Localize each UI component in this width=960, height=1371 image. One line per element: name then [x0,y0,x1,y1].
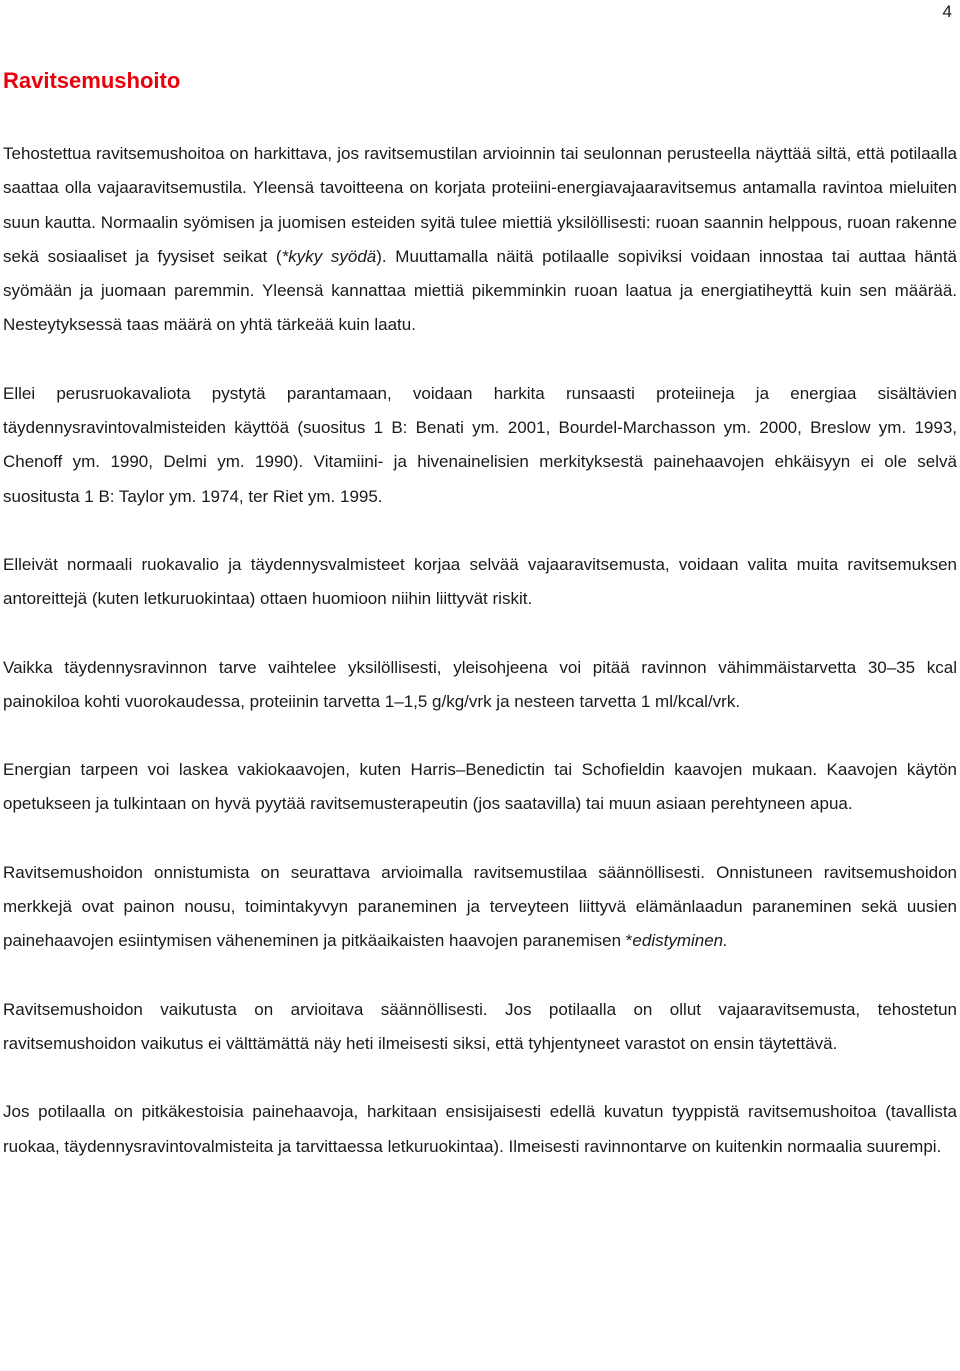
text-run-italic: edistyminen. [632,931,728,951]
paragraph-4 [3,651,957,720]
paragraph-6 [3,856,957,959]
text-run: Vaikka täydennysravinnon tarve vaihtelee yksilöllisesti, yleisohjeena voi pitää ravinnon vähimmäistarvetta 30–35 kcal painokiloa kohti vuorokaudessa, proteiinin tarvetta 1–1,5 g/kg/vrk ja nesteen tarvetta 1 ml/kcal/vrk. [3,657,957,711]
section-title: Ravitsemushoito [3,68,181,93]
paragraph-5 [3,753,957,822]
text-run: Elleivät normaali ruokavalio ja täydennysvalmisteet korjaa selvää vajaaravitsemusta, voidaan valita muita ravitsemuksen antoreittejä (kuten letkuruokintaa) ottaen huomioon niihin liittyvät riskit. [3,554,957,609]
text-run: Tehostettua ravitsemushoitoa on harkittava, jos ravitsemustilan arvioinnin tai seulonnan perusteella näyttää siltä, että potilaalla saattaa olla vajaaravitsemustila. Yleensä tavoitteena on korjata proteiini-energiavajaaravitsemus antamalla ravintoa mieluiten suun kautta. Normaalin syömisen ja juomisen esteiden syitä tulee miettiä yksilöllisesti: ruoan saannin helppous, ruoan rakenne sekä sosiaaliset ja fyysiset seikat ( [3,144,957,266]
paragraph-3 [3,548,957,617]
text-run: Ravitsemushoidon vaikutusta on arvioitava säännöllisesti. Jos potilaalla on ollut vajaaravitsemusta, tehostetun ravitsemushoidon vaikutus ei välttämättä näy heti ilmeisesti siksi, että tyhjentyneet varastot on ensin täytettävä. [3,999,957,1053]
text-run: Ravitsemushoidon onnistumista on seurattava arvioimalla ravitsemustilaa säännöllisesti. Onnistuneen ravitsemushoidon merkkejä ovat painon nousu, toimintakyvyn paraneminen ja terveyteen liittyvä elämänlaadun paraneminen sekä uusien painehaavojen esiintymisen väheneminen ja pitkäaikaisten haavojen paranemisen * [3,862,957,951]
page-number: 4 [942,2,952,21]
text-run: Jos potilaalla on pitkäkestoisia painehaavoja, harkitaan ensisijaisesti edellä kuvatun tyyppistä ravitsemushoitoa (tavallista ruokaa, täydennysravintovalmisteita ja tarvittaessa letkuruokintaa). Ilmeisesti ravinnontarve on kuitenkin normaalia suurempi. [3,1102,957,1156]
text-run: ). Muuttamalla näitä potilaalle sopiviksi voidaan innostaa tai auttaa häntä syömään ja juomaan paremmin. Yleensä kannattaa miettiä pikemminkin ruoan laatua ja energiatiheyttä kuin sen määrää. Nesteytyksessä taas määrä on yhtä tärkeää kuin laatu. [3,246,958,335]
paragraph-8 [3,1095,957,1164]
paragraph-7 [3,993,957,1062]
paragraph-2 [3,377,957,514]
text-run: Ellei perusruokavaliota pystytä parantamaan, voidaan harkita runsaasti proteiineja ja energiaa sisältävien täydennysravintovalmisteiden käyttöä (suositus 1 B: Benati ym. 2001, Bourdel-Marchasson ym. 2000, Breslow ym. 1993, Chenoff ym. 1990, Delmi ym. 1990). Vitamiini- ja hivenainelisien merkityksestä painehaavojen ehkäisyyn ei ole selvä suositusta 1 B: Taylor ym. 1974, ter Riet ym. 1995. [3,383,957,506]
document-body [3,137,957,1164]
paragraph-1 [3,137,957,343]
text-run-italic: *kyky syödä [281,246,377,266]
text-run: Energian tarpeen voi laskea vakiokaavojen, kuten Harris–Benedictin tai Schofieldin kaavojen mukaan. Kaavojen käytön opetukseen ja tulkintaan on hyvä pyytää ravitsemusterapeutin (jos saatavilla) tai muun asiaan perehtyneen apua. [3,760,957,814]
